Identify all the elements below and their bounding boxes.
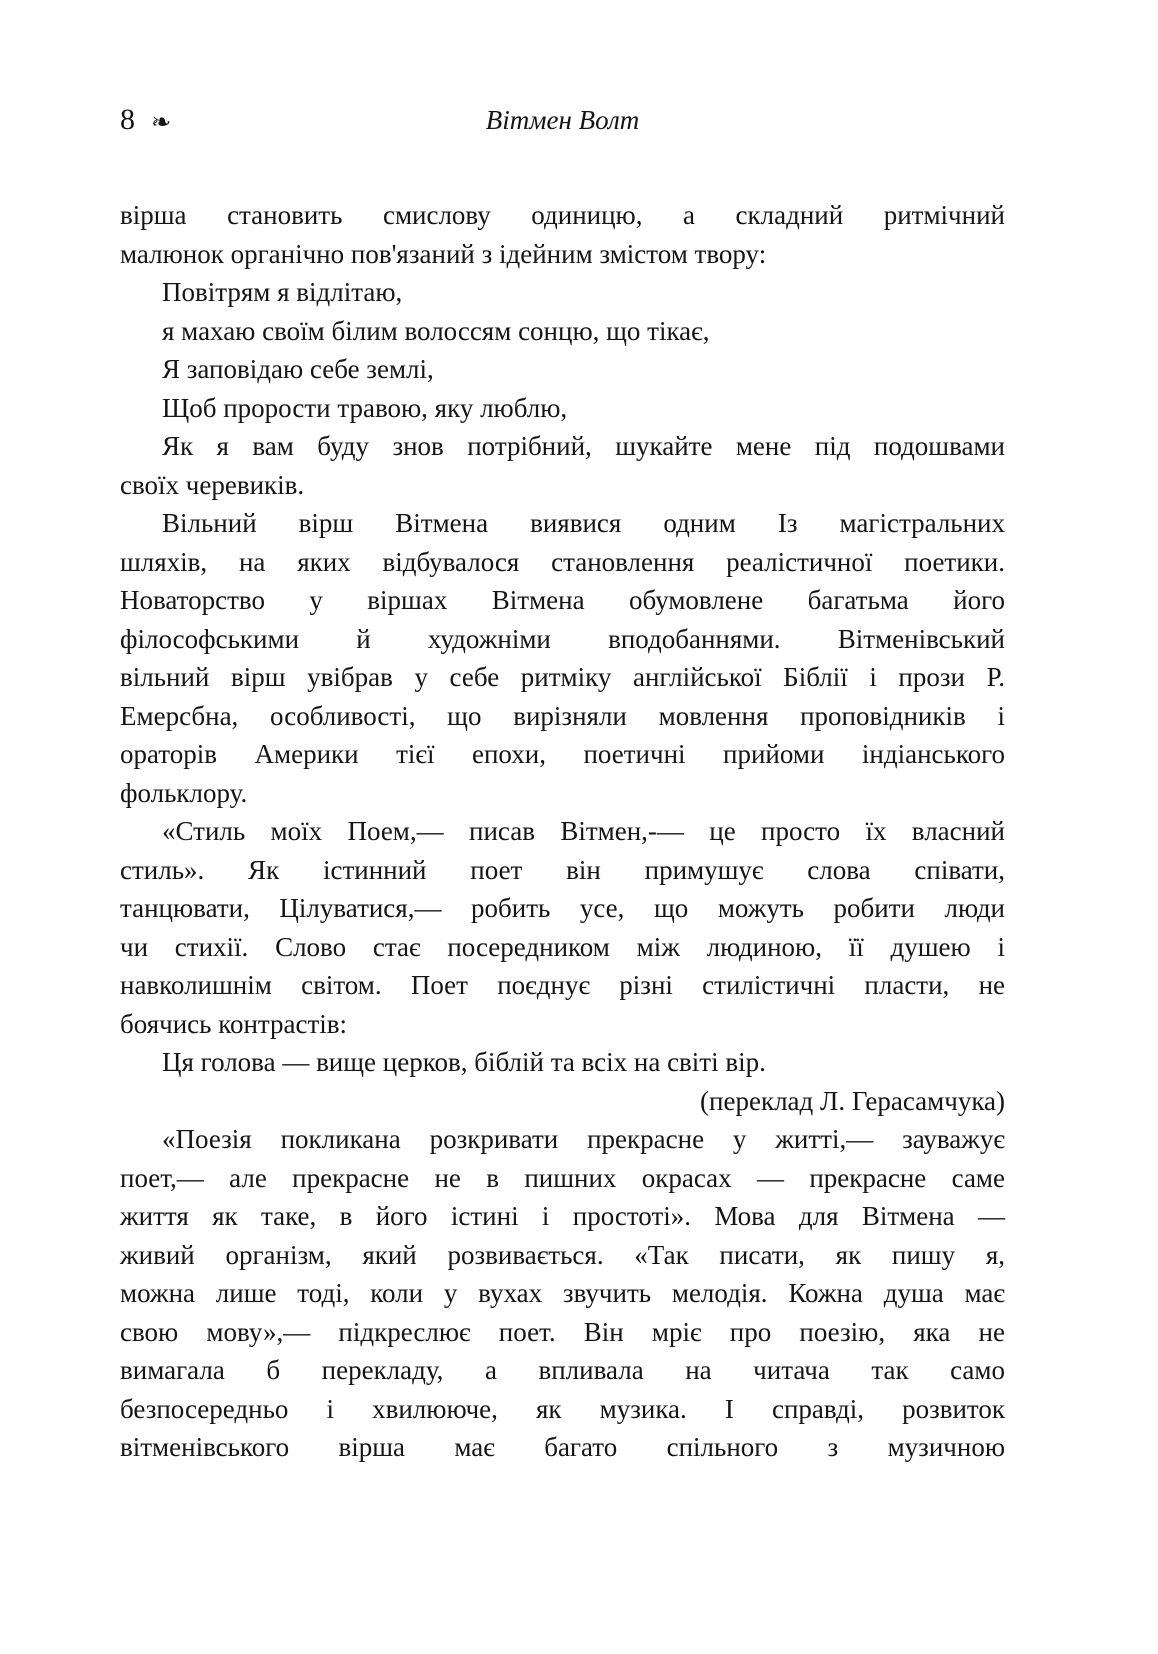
- text-line: танцювати, Цілуватися,— робить усе, що можуть робити люди: [120, 893, 1005, 923]
- text-line: безпосередньо і хвилююче, як музика. І справді, розвиток: [120, 1393, 1005, 1424]
- text-line: Новаторство у віршах Вітмена обумовлене багатьма його: [120, 585, 1005, 615]
- text-line: своїх черевиків.: [120, 469, 305, 500]
- text-line: поет,— але прекрасне не в пишних окрасах — прекрасне саме: [120, 1162, 1005, 1193]
- page-number: 8: [120, 103, 135, 136]
- text-line: можна лише тоді, коли у вухах звучить мелодія. Кожна душа має: [120, 1278, 1005, 1308]
- text-line: Щоб прорости травою, яку люблю,: [162, 392, 568, 423]
- text-line: фольклору.: [120, 777, 248, 808]
- text-line: вільний вірш увібрав у себе ритміку англійської Біблії і прози Р.: [120, 662, 1005, 692]
- fleuron-icon: ❧: [151, 108, 172, 136]
- text-line: живий організм, який розвивається. «Так писати, як пишу я,: [120, 1239, 1005, 1270]
- text-line: «Поезія покликана розкривати прекрасне у житті,— зауважує: [162, 1124, 1005, 1154]
- text-line: Емерсбна, особливості, що вирізняли мовлення проповідників і: [120, 700, 1005, 731]
- text-line: я махаю своїм білим волоссям сонцю, що тікає,: [162, 315, 710, 346]
- page-header: [120, 103, 1005, 143]
- text-line: чи стихії. Слово стає посередником між людиною, її душею і: [120, 931, 1005, 962]
- running-title: Вітмен Волт: [485, 105, 640, 135]
- text-line: вітменівського вірша має багато спільного з музичною: [120, 1432, 1005, 1462]
- text-line: Ця голова — вище церков, біблій та всіх на світі вір.: [162, 1047, 766, 1077]
- text-line: малюнок органічно пов'язаний з ідейним змістом твору:: [120, 238, 767, 269]
- text-line: «Стиль моїх Поем,— писав Вітмен,-— це просто їх власний: [162, 816, 1005, 846]
- text-line: філософськими й художніми вподобаннями. Вітменівський: [120, 623, 1005, 654]
- text-line: (переклад Л. Герасамчука): [700, 1085, 1005, 1116]
- text-line: стиль». Як істинний поет він примушує слова співати,: [120, 854, 1005, 885]
- text-line: шляхів, на яких відбувалося становлення реалістичної поетики.: [120, 546, 1005, 577]
- text-line: Як я вам буду знов потрібний, шукайте мене під подошвами: [162, 431, 1005, 461]
- text-line: життя як таке, в його істині і простоті». Мова для Вітмена —: [120, 1201, 1005, 1231]
- text-line: вірша становить смислову одиницю, а складний ритмічний: [120, 200, 1005, 230]
- text-line: Я заповідаю себе землі,: [162, 354, 434, 384]
- text-line: навколишнім світом. Поет поєднує різні стилістичні пласти, не: [120, 970, 1005, 1000]
- folio: [120, 103, 171, 137]
- text-line: боячись контрастів:: [120, 1008, 348, 1039]
- text-line: вимагала б перекладу, а впливала на читача так само: [120, 1355, 1005, 1385]
- text-line: Повітрям я відлітаю,: [162, 277, 403, 307]
- text-line: Вільний вірш Вітмена виявися одним Із магістральних: [162, 508, 1005, 538]
- text-line: ораторів Америки тієї епохи, поетичні прийоми індіанського: [120, 739, 1005, 769]
- text-line: свою мову»,— підкреслює поет. Він мріє про поезію, яка не: [120, 1316, 1005, 1347]
- body-text: [120, 196, 1005, 1467]
